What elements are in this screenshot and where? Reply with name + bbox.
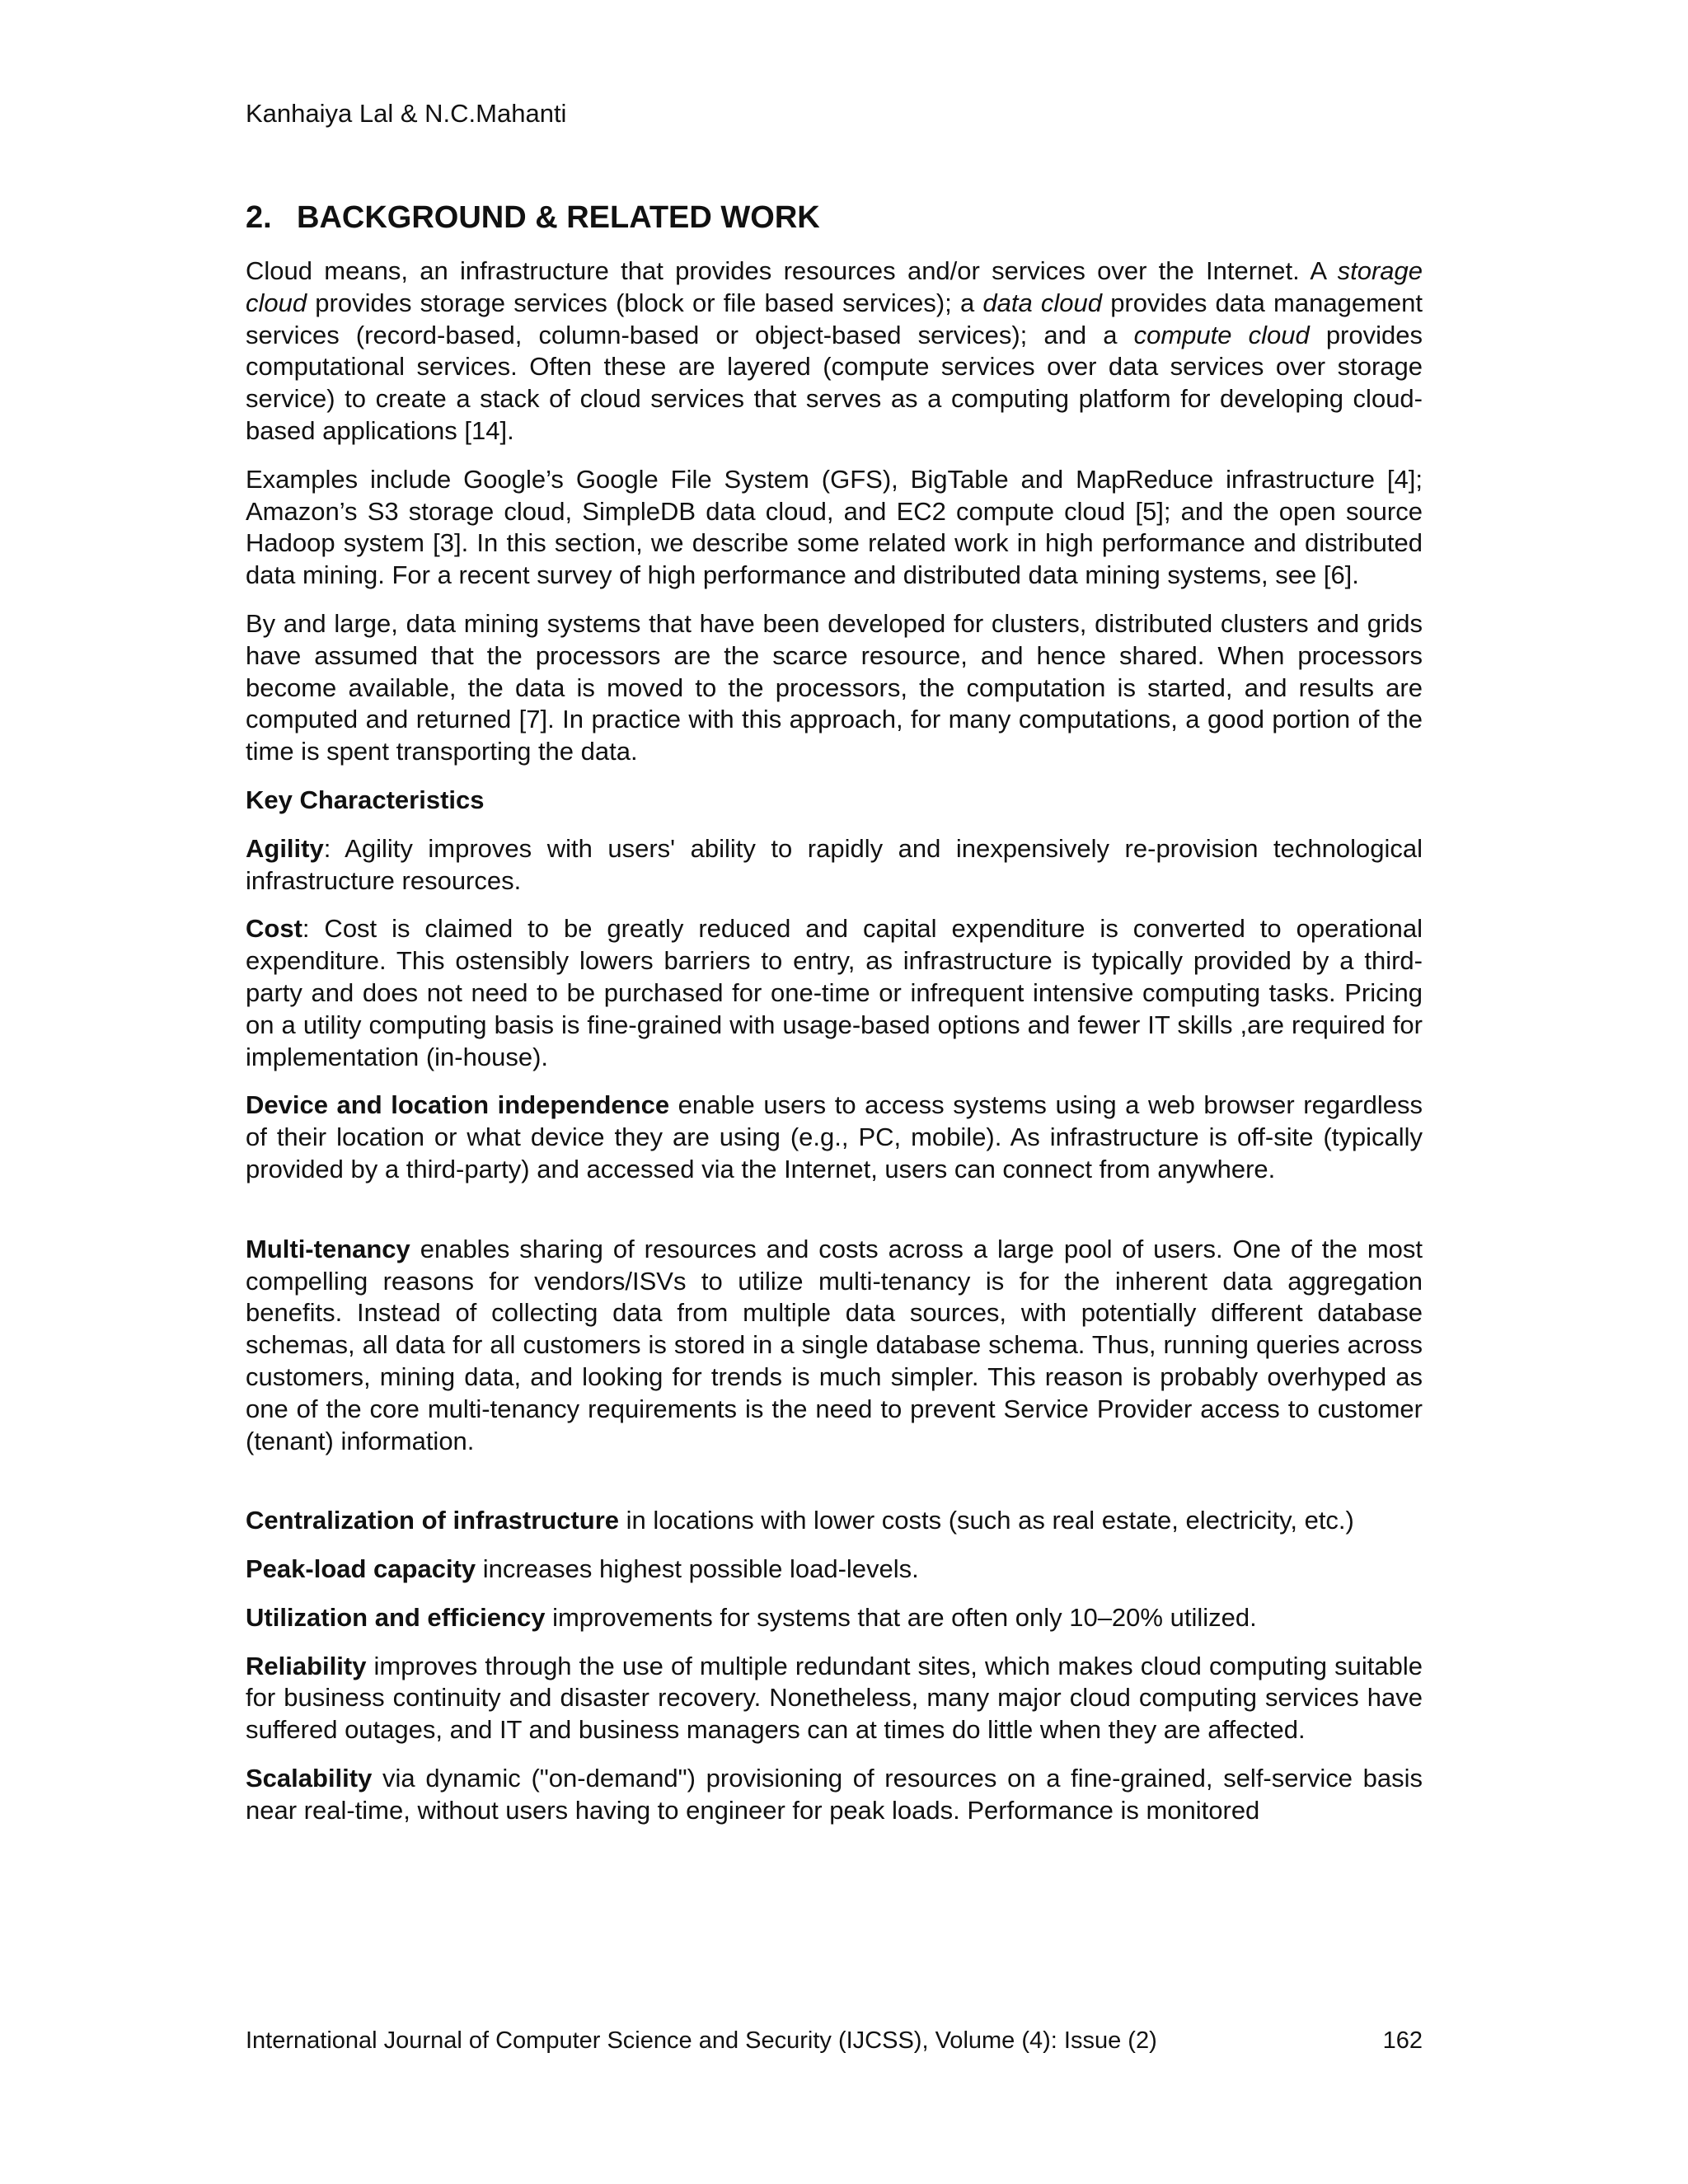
definition-peak-load: increases highest possible load-levels. <box>476 1554 919 1584</box>
term-agility: Agility <box>246 833 324 863</box>
emphasis-compute-cloud: compute cloud <box>1133 320 1310 349</box>
characteristic-peak-load <box>246 1554 1423 1586</box>
emphasis-storage-cloud: storage cloud <box>246 256 1423 317</box>
text-run: provides computational services. Often these are layered (compute services over data services over storage service) to create a stack of cloud services that serves as a computing platform for developing cloud-based applications [14]. <box>246 320 1423 445</box>
definition-utilization: improvements for systems that are often only 10–20% utilized. <box>545 1602 1257 1632</box>
text-run: Cloud means, an infrastructure that provides resources and/or services over the Internet. A <box>246 256 1338 285</box>
page-body <box>246 198 1423 1844</box>
term-reliability: Reliability <box>246 1651 367 1680</box>
text-run: provides storage services (block or file based services); a <box>307 288 983 317</box>
term-centralization: Centralization of infrastructure <box>246 1506 619 1535</box>
characteristic-agility <box>246 833 1423 898</box>
term-cost: Cost <box>246 914 302 944</box>
term-device-location-independence: Device and location independence <box>246 1090 670 1120</box>
characteristic-cost <box>246 913 1423 1073</box>
characteristic-multi-tenancy <box>246 1234 1423 1458</box>
text-run: provides data management services (record-based, column-based or object-based services); and a <box>246 288 1423 349</box>
emphasis-data-cloud: data cloud <box>982 288 1103 317</box>
characteristic-scalability <box>246 1763 1423 1827</box>
definition-device-location-independence: enable users to access systems using a web browser regardless of their location or what device they are using (e.g., PC, mobile). As infrastructure is off-site (typically provided by a third-party) and accessed via the Internet, users can connect from anywhere. <box>246 1090 1423 1183</box>
term-peak-load: Peak-load capacity <box>246 1554 476 1584</box>
paragraph-data-mining-systems: By and large, data mining systems that have been developed for clusters, distributed clusters and grids have assumed that the processors are the scarce resource, and hence shared. When processors become available, the data is moved to the processors, the computation is started, and results are computed and returned [7]. In practice with this approach, for many computations, a good portion of the time is spent transporting the data. <box>246 608 1423 766</box>
term-utilization: Utilization and efficiency <box>246 1602 546 1632</box>
definition-centralization: in locations with lower costs (such as real estate, electricity, etc.) <box>619 1506 1354 1535</box>
subheading-key-characteristics: Key Characteristics <box>246 785 485 814</box>
definition-scalability: via dynamic ("on-demand") provisioning of resources on a fine-grained, self-service basis near real-time, without users having to engineer for peak loads. Performance is monitored <box>246 1764 1423 1825</box>
term-multi-tenancy: Multi-tenancy <box>246 1234 410 1263</box>
definition-reliability: improves through the use of multiple redundant sites, which makes cloud computing suitable for business continuity and disaster recovery. Nonetheless, many major cloud computing services have suffered outages, and IT and business managers can at times do little when they are affected. <box>246 1651 1423 1745</box>
section-heading <box>246 198 1423 237</box>
running-head-authors: Kanhaiya Lal & N.C.Mahanti <box>246 99 567 128</box>
characteristic-centralization <box>246 1505 1423 1537</box>
paragraph-cloud-definition <box>246 255 1423 448</box>
footer-page-number: 162 <box>1382 2027 1423 2054</box>
term-scalability: Scalability <box>246 1764 373 1793</box>
definition-agility: : Agility improves with users' ability to rapidly and inexpensively re-provision technological infrastructure resources. <box>246 833 1423 895</box>
section-number: 2. <box>246 200 272 235</box>
characteristic-utilization <box>246 1602 1423 1634</box>
characteristic-device-location-independence <box>246 1090 1423 1185</box>
characteristic-reliability <box>246 1651 1423 1746</box>
paragraph-examples: Examples include Google’s Google File System (GFS), BigTable and MapReduce infrastructure [4]; Amazon’s S3 storage cloud, SimpleDB data cloud, and EC2 compute cloud [5]; and the open source Hadoop system [3]. In this section, we describe some related work in high performance and distributed data mining. For a recent survey of high performance and distributed data mining systems, see [6]. <box>246 464 1423 590</box>
definition-cost: : Cost is claimed to be greatly reduced and capital expenditure is converted to operational expenditure. This ostensibly lowers barriers to entry, as infrastructure is typically provided by a third-party and does not need to be purchased for one-time or infrequent intensive computing tasks. Pricing on a utility computing basis is fine-grained with usage-based options and fewer IT skills ,are required for implementation (in-house). <box>246 914 1423 1071</box>
definition-multi-tenancy: enables sharing of resources and costs across a large pool of users. One of the most compelling reasons for vendors/ISVs to utilize multi-tenancy is for the inherent data aggregation benefits. Instead of collecting data from multiple data sources, with potentially different database schemas, all data for all customers is stored in a single database schema. Thus, running queries across customers, mining data, and looking for trends is much simpler. This reason is probably overhyped as one of the core multi-tenancy requirements is the need to prevent Service Provider access to customer (tenant) information. <box>246 1234 1423 1455</box>
section-title: BACKGROUND & RELATED WORK <box>297 200 820 235</box>
footer-journal: International Journal of Computer Science and Security (IJCSS), Volume (4): Issue (2) <box>246 2027 1157 2054</box>
page-footer <box>246 2026 1423 2055</box>
